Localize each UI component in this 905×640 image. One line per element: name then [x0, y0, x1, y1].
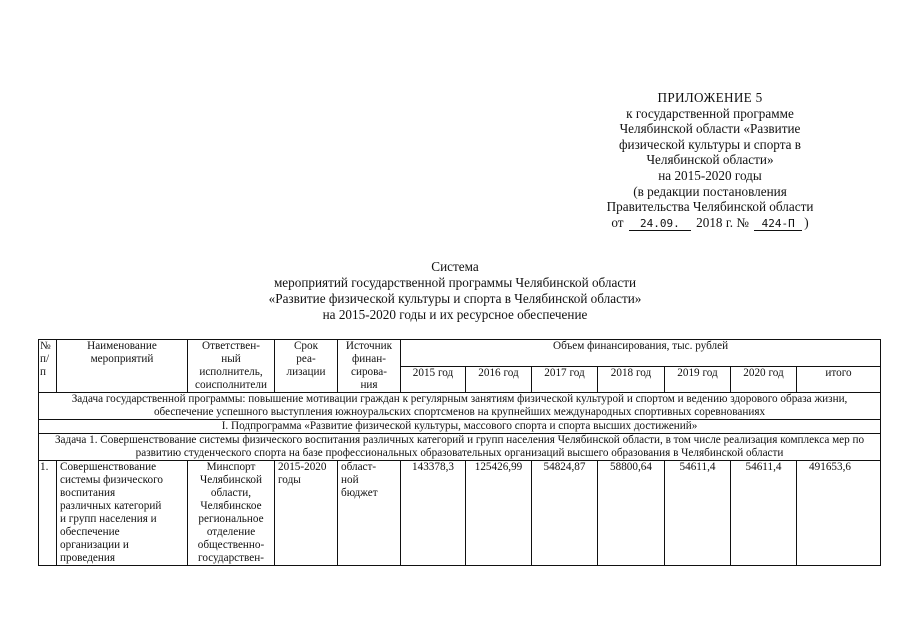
header-text: п/: [40, 353, 50, 365]
header-text: Наименование: [87, 340, 157, 352]
row-text: бюджет: [341, 487, 378, 499]
header-text: исполнитель,: [199, 366, 263, 378]
activities-table: [38, 339, 881, 566]
value-2017: 54824,87: [532, 461, 598, 566]
resolution-number: 424-П: [754, 218, 802, 231]
row-text: Минспорт: [206, 461, 256, 473]
row-text: системы физического: [60, 474, 164, 486]
title-line: мероприятий государственной программы Челябинской области: [273, 275, 637, 290]
row-text: государствен-: [198, 552, 264, 564]
document-title: [215, 259, 695, 323]
header-text: п: [40, 366, 46, 378]
row-text: региональное: [198, 513, 264, 525]
value-2018: 58800,64: [598, 461, 665, 566]
header-text: №: [40, 340, 51, 352]
title-line: на 2015-2020 годы и их ресурсное обеспечение: [322, 307, 588, 322]
header-text: реа-: [296, 353, 316, 365]
title-line: Система: [431, 259, 479, 274]
header-text: ния: [360, 379, 378, 391]
row-num: 1.: [39, 461, 57, 566]
header-text: Ответствен-: [202, 340, 260, 352]
row-text: воспитания: [60, 487, 116, 499]
title-line: «Развитие физической культуры и спорта в Челябинской области»: [268, 291, 642, 306]
header-year-2019: 2019 год: [665, 366, 731, 393]
row-text: област-: [341, 461, 377, 473]
appendix-title: ПРИЛОЖЕНИЕ 5: [657, 90, 763, 105]
header-text: ный: [221, 353, 241, 365]
header-funding: Объем финансирования, тыс. рублей: [401, 340, 881, 367]
appendix-line: Челябинской области»: [646, 152, 774, 168]
header-name: [57, 340, 188, 393]
header-num: [39, 340, 57, 393]
program-goal: Задача государственной программы: повышение мотивации граждан к регулярным занятиям физической культурой и спортом и ведению здорового образа жизни, обеспечение успешного выступления южноуральских спортсменов на крупнейших международных спортивных соревнованиях: [39, 393, 881, 420]
header-year-2018: 2018 год: [598, 366, 665, 393]
row-text: обеспечение: [60, 526, 120, 538]
row-text: общественно-: [197, 539, 265, 551]
row-executor: [188, 461, 275, 566]
appendix-line: Правительства Челябинской области: [606, 199, 814, 215]
row-text: и групп населения и: [60, 513, 157, 525]
row-term: 2015-2020 годы: [275, 461, 338, 566]
header-text: мероприятий: [90, 353, 154, 365]
subprogram-title: I. Подпрограмма «Развитие физической культуры, массового спорта и спорта высших достижений»: [39, 420, 881, 434]
header-text: сирова-: [351, 366, 387, 378]
appendix-line: к государственной программе: [626, 105, 794, 121]
header-executor: [188, 340, 275, 393]
header-total: итого: [797, 366, 881, 393]
value-2016: 125426,99: [466, 461, 532, 566]
header-text: финан-: [352, 353, 386, 365]
closing-paren: ): [804, 214, 809, 230]
header-text: Источник: [345, 340, 393, 352]
appendix-block: [560, 90, 860, 231]
header-year-2017: 2017 год: [532, 366, 598, 393]
value-2019: 54611,4: [665, 461, 731, 566]
year-text: 2018 г. №: [696, 214, 749, 230]
row-text: различных категорий: [60, 500, 162, 512]
row-name: [57, 461, 188, 566]
row-source: [338, 461, 401, 566]
goal-row: [39, 393, 881, 420]
header-source: [338, 340, 401, 393]
row-text: Совершенствование: [60, 461, 157, 473]
task-title: Задача 1. Совершенствование системы физического воспитания различных категорий и групп населения Челябинской области, в том числе реализация комплекса мер по развитию студенческого спорта на базе профессиональных образовательных организаций высшего образования в Челябинской области: [39, 434, 881, 461]
row-text: проведения: [60, 552, 115, 564]
header-row-1: [39, 340, 881, 367]
subprogram-row: [39, 420, 881, 434]
value-2015: 143378,3: [401, 461, 466, 566]
header-year-2016: 2016 год: [466, 366, 532, 393]
header-term: [275, 340, 338, 393]
appendix-line: Челябинской области «Развитие: [619, 121, 801, 137]
appendix-date-line: [560, 215, 860, 231]
header-text: соисполнители: [195, 379, 267, 391]
value-total: 491653,6: [797, 461, 881, 566]
table-row: [39, 461, 881, 566]
value-2020: 54611,4: [731, 461, 797, 566]
date-prefix: от: [611, 214, 624, 230]
header-year-2015: 2015 год: [401, 366, 466, 393]
appendix-line: на 2015-2020 годы: [658, 167, 762, 183]
row-text: ной: [341, 474, 359, 486]
header-text: Срок: [293, 340, 319, 352]
row-text: Челябинской: [199, 474, 263, 486]
header-year-2020: 2020 год: [731, 366, 797, 393]
header-text: лизации: [286, 366, 326, 378]
task-row: [39, 434, 881, 461]
appendix-line: физической культуры и спорта в: [618, 136, 802, 152]
row-text: области,: [210, 487, 252, 499]
date-value: 24.09.: [629, 218, 691, 231]
row-text: отделение: [206, 526, 256, 538]
row-text: Челябинское: [200, 500, 262, 512]
appendix-line: (в редакции постановления: [633, 183, 787, 199]
row-text: организации и: [60, 539, 129, 551]
